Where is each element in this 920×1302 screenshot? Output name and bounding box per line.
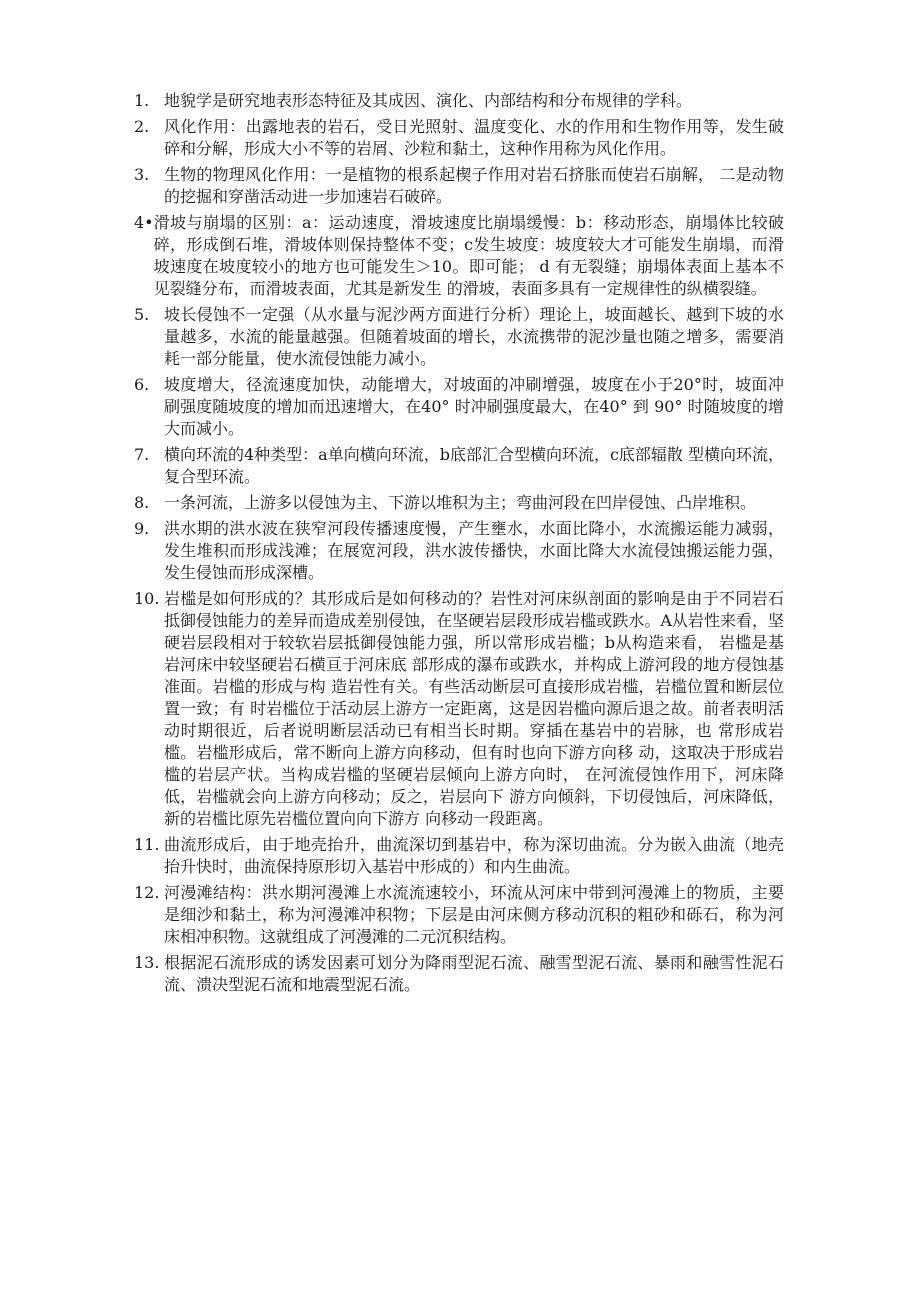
list-item [134,882,784,948]
item-number: 2. [134,117,150,136]
item-text: 横向环流的4种类型：a单向横向环流，b底部汇合型横向环流，c底部辐散 型横向环流，复合型环流。 [164,445,785,486]
item-number: 7. [134,445,150,464]
item-number: 4• [134,213,154,232]
list-item [134,952,784,996]
list-item [134,492,784,514]
item-number: 8. [134,493,150,512]
item-number: 1. [134,91,150,110]
list-item [134,304,784,370]
item-text: 岩槛是如何形成的？其形成后是如何移动的？岩性对河床纵剖面的影响是由于不同岩石抵御侵蚀能力的差异而造成差别侵蚀，在坚硬岩层段形成岩槛或跌水。A从岩性来看，坚硬岩层段相对于较软岩层抵御侵蚀能力强，所以常形成岩槛；b从构造来看， 岩槛是基岩河床中较坚硬岩石横亘于河床底 部形成的瀑布或跌水，并构成上游河段的地方侵蚀基准面。岩槛的形成与构 造岩性有关。有些活动断层可直接形成岩槛，岩槛位置和断层位置一致；有 时岩槛位于活动层上游方一定距离，这是因岩槛向源后退之故。前者表明活 动时期很近，后者说明断层活动已有相当长时期。穿插在基岩中的岩脉，也 常形成岩槛。岩槛形成后，常不断向上游方向移动，但有时也向下游方向移 动，这取决于形成岩槛的岩层产状。当构成岩槛的坚硬岩层倾向上游方向时， 在河流侵蚀作用下，河床降低，岩槛就会向上游方向移动；反之，岩层向下 游方向倾斜，下切侵蚀后，河床降低，新的岩槛比原先岩槛位置向向下游方 向移动一段距离。 [164,589,784,828]
list-item [134,834,784,878]
item-number: 13. [134,953,160,972]
list-item [134,518,784,584]
item-text: 坡度增大，径流速度加快，动能增大，对坡面的冲刷增强，坡度在小于20°时，坡面冲刷强度随坡度的增加而迅速增大，在40° 时冲刷强度最大，在40° 到 90° 时随坡度的增大而减小。 [164,375,784,438]
item-number: 9. [134,519,150,538]
list-item [134,444,784,488]
item-text: 风化作用：出露地表的岩石，受日光照射、温度变化、水的作用和生物作用等，发生破碎和分解，形成大小不等的岩屑、沙粒和黏土，这种作用称为风化作用。 [164,117,784,158]
item-number: 11. [134,835,160,854]
item-number: 3. [134,165,150,184]
item-text: 地貌学是研究地表形态特征及其成因、演化、内部结构和分布规律的学科。 [164,91,693,110]
item-text: 生物的物理风化作用：一是植物的根系起楔子作用对岩石挤胀而使岩石崩解， 二是动物的挖掘和穿凿活动进一步加速岩石破碎。 [164,165,784,206]
item-text: 根据泥石流形成的诱发因素可划分为降雨型泥石流、融雪型泥石流、暴雨和融雪性泥石流、溃决型泥石流和地震型泥石流。 [164,953,784,994]
item-number: 5. [134,305,150,324]
item-text: 河漫滩结构：洪水期河漫滩上水流流速较小，环流从河床中带到河漫滩上的物质，主要是细沙和黏土，称为河漫滩冲积物；下层是由河床侧方移动沉积的粗砂和砾石，称为河床相冲积物。这就组成了河漫滩的二元沉积结构。 [164,883,784,946]
document-page [134,90,784,1000]
item-text: 洪水期的洪水波在狭窄河段传播速度慢，产生壅水，水面比降小，水流搬运能力减弱，发生堆积而形成浅滩；在展宽河段，洪水波传播快，水面比降大水流侵蚀搬运能力强，发生侵蚀而形成深槽。 [164,519,784,582]
list-item [134,164,784,208]
item-text: 滑坡与崩塌的区别：a：运动速度，滑坡速度比崩塌缓慢：b：移动形态，崩塌体比较破碎，形成倒石堆，滑坡体则保持整体不变；c发生坡度：坡度较大才可能发生崩塌，而滑坡速度在坡度较小的地方也可能发生＞10。即可能； d 有无裂缝；崩塌体表面上基本不见裂缝分布，而滑坡表面，尤其是新发生 的滑坡，表面多具有一定规律性的纵横裂缝。 [153,213,784,298]
item-number: 12. [134,883,160,902]
list-item [134,374,784,440]
list-item [134,588,784,830]
item-number: 10. [134,589,160,608]
item-text: 一条河流，上游多以侵蚀为主、下游以堆积为主；弯曲河段在凹岸侵蚀、凸岸堆积。 [164,493,757,512]
list-item [134,116,784,160]
item-number: 6. [134,375,150,394]
item-text: 曲流形成后，由于地壳抬升，曲流深切到基岩中，称为深切曲流。分为嵌入曲流（地壳抬升快时，曲流保持原形切入基岩中形成的）和内生曲流。 [164,835,784,876]
list-item [134,212,784,300]
item-text: 坡长侵蚀不一定强（从水量与泥沙两方面进行分析）理论上，坡面越长、越到下坡的水量越多，水流的能量越强。但随着坡面的增长，水流携带的泥沙量也随之增多，需要消耗一部分能量，使水流侵蚀能力减小。 [164,305,784,368]
list-item [134,90,784,112]
